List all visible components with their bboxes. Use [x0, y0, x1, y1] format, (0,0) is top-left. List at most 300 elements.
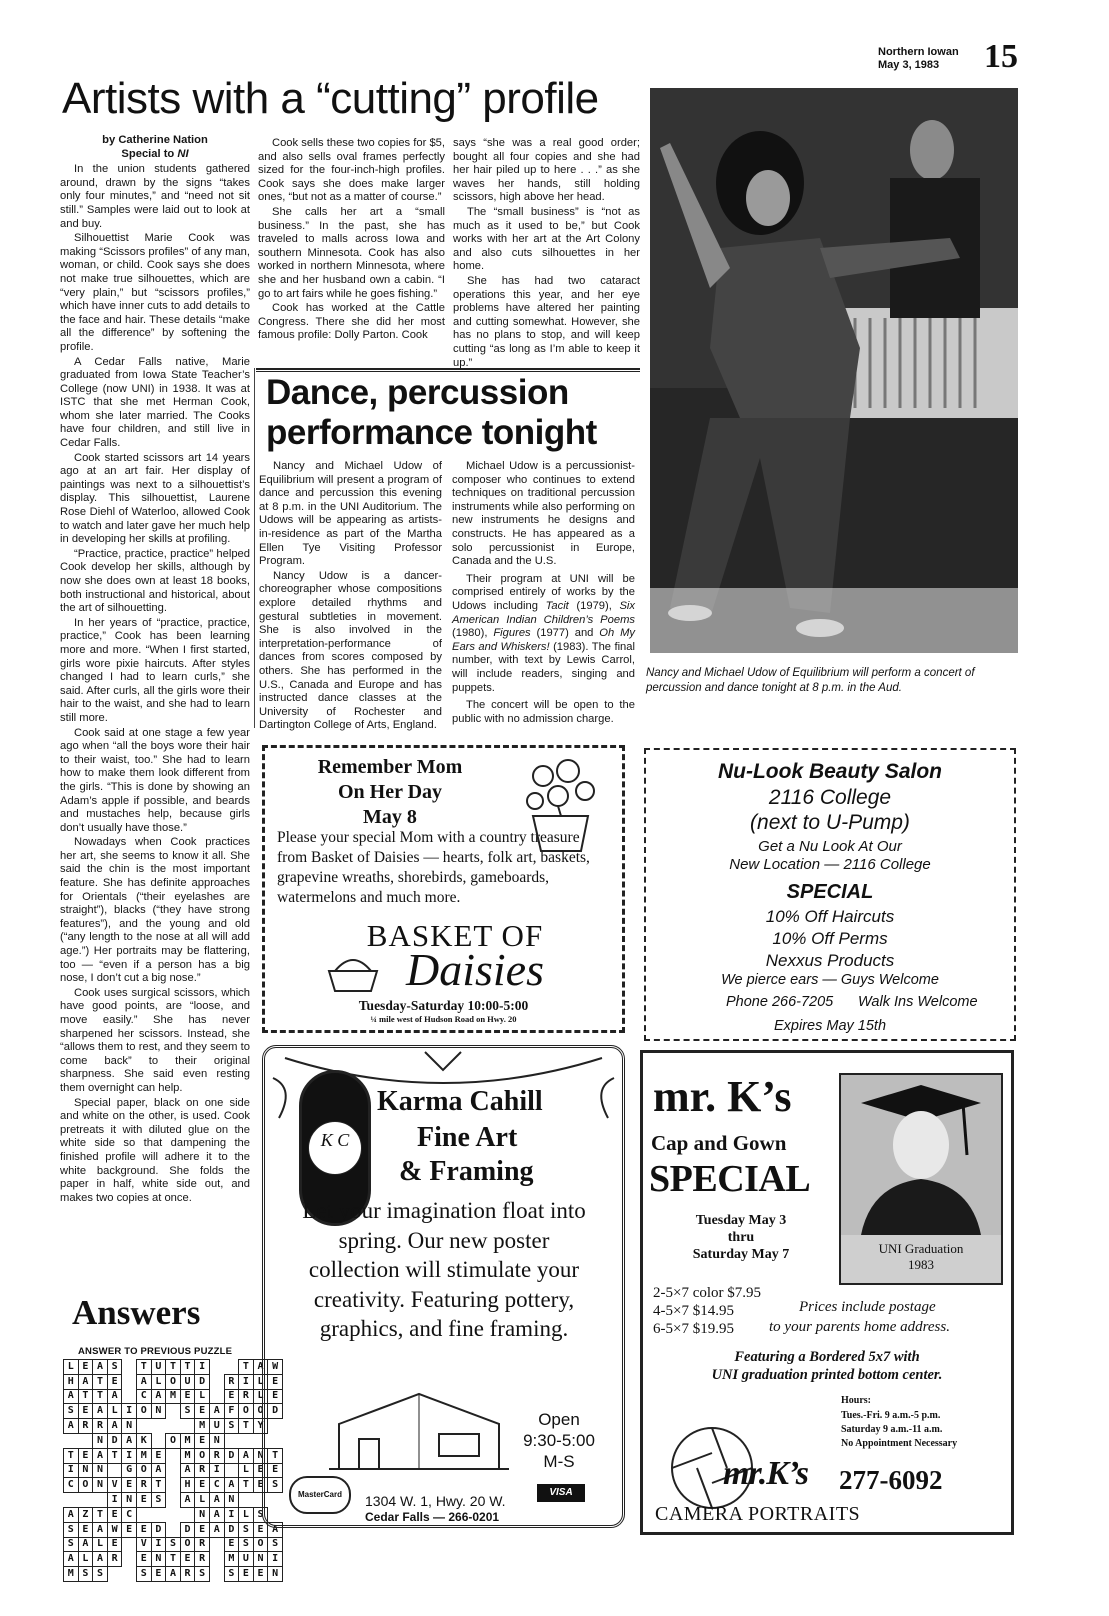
crossword-cell: I [268, 1552, 283, 1567]
crossword-cell: T [151, 1478, 166, 1493]
paragraph: Nancy and Michael Udow of Equilibrium will present a program of dance and percussion this evening at 8 p.m. in the UNI Auditorium. The Udows will be appearing as artists-in-residence as part of the Martha Ellen Tye Visiting Professor Program. [259, 460, 442, 568]
crossword-cell: N [93, 1478, 108, 1493]
crossword-cell: A [239, 1448, 254, 1463]
crossword-cell: N [195, 1507, 210, 1522]
crossword-cell: D [151, 1522, 166, 1537]
crossword-cell: T [268, 1448, 283, 1463]
crossword-cell: S [180, 1404, 195, 1419]
crossword-cell: E [136, 1493, 151, 1508]
feature-line1: Featuring a Bordered 5x7 with [734, 1349, 920, 1365]
crossword-row [64, 1433, 283, 1448]
crossword-cell: A [209, 1522, 224, 1537]
feature-line2: UNI graduation printed bottom center. [711, 1367, 943, 1383]
crossword-cell [166, 1419, 181, 1434]
crossword-cell [122, 1389, 137, 1404]
dance-photo [650, 88, 1018, 653]
crossword-cell: N [78, 1463, 93, 1478]
salon-ears: We pierce ears — Guys Welcome [721, 972, 939, 988]
crossword-cell: I [195, 1360, 210, 1375]
crossword-cell: A [78, 1374, 93, 1389]
crossword-table [63, 1359, 283, 1582]
article1-column-2 [258, 137, 445, 344]
crossword-cell: Y [253, 1419, 268, 1434]
crossword-cell: A [209, 1493, 224, 1508]
crossword-cell: O [180, 1537, 195, 1552]
mrks-date2: thru [727, 1230, 755, 1245]
crossword-cell: K [136, 1433, 151, 1448]
crossword-cell: W [268, 1360, 283, 1375]
karma-address: 1304 W. 1, Hwy. 20 W. [365, 1493, 506, 1509]
crossword-cell: T [107, 1448, 122, 1463]
crossword-cell: H [180, 1478, 195, 1493]
price-1: 2-5×7 color $7.95 [653, 1285, 762, 1301]
crossword-cell: W [107, 1522, 122, 1537]
crossword-cell: R [195, 1552, 210, 1567]
crossword-cell: E [224, 1537, 239, 1552]
crossword-cell: O [253, 1537, 268, 1552]
crossword-cell: N [151, 1552, 166, 1567]
crossword-cell: E [107, 1537, 122, 1552]
crossword-cell: I [151, 1537, 166, 1552]
crossword-cell: E [239, 1567, 254, 1582]
crossword-row [64, 1374, 283, 1389]
crossword-cell: R [136, 1478, 151, 1493]
crossword-cell: T [239, 1360, 254, 1375]
paragraph: Their program at UNI will be comprised entirely of works by the Udows including Tacit (1979), Six American Indian Children’s Poems (1980), Figures (1977) and Oh My Ears and Whiskers! (1983). The final number, with text by Lewis Carrol, will include readers, singing and puppets. [452, 572, 635, 694]
crossword-cell: L [239, 1463, 254, 1478]
crossword-cell: L [78, 1552, 93, 1567]
hours-line3: No Appointment Necessary [841, 1438, 958, 1449]
crossword-cell [107, 1567, 122, 1582]
crossword-row [64, 1507, 283, 1522]
crossword-cell: S [151, 1493, 166, 1508]
crossword-cell: I [64, 1463, 79, 1478]
crossword-cell: E [180, 1552, 195, 1567]
crossword-cell: S [136, 1567, 151, 1582]
karma-name1: Karma Cahill [377, 1086, 543, 1117]
crossword-cell: T [64, 1448, 79, 1463]
crossword-cell: E [195, 1478, 210, 1493]
crossword-cell: D [107, 1433, 122, 1448]
crossword-cell: O [166, 1433, 181, 1448]
photo-caption: Nancy and Michael Udow of Equilibrium will perform a concert of percussion and dance tonight at 8 p.m. in the Aud. [646, 667, 975, 694]
crossword-cell: N [93, 1433, 108, 1448]
crossword-row [64, 1537, 283, 1552]
crossword-cell: T [239, 1419, 254, 1434]
crossword-row [64, 1493, 283, 1508]
basket-logo-line1: BASKET OF [366, 918, 544, 953]
ad-heading-line3: May 8 [363, 806, 417, 828]
crossword-cell: L [239, 1507, 254, 1522]
paragraph: Cook uses surgical scissors, which have good points, are “loose, and move easily.” She has never sharpened her scissors. Instead, she “allows them to rest, and they seem to come back” to their original sharpness. She said even resting them overnight can help. [60, 986, 250, 1094]
crossword-cell [78, 1433, 93, 1448]
crossword-cell: R [209, 1448, 224, 1463]
crossword-cell [122, 1360, 137, 1375]
flower-basket-icon [513, 756, 603, 856]
crossword-cell: E [107, 1507, 122, 1522]
mrks-date3: Saturday May 7 [692, 1247, 790, 1262]
crossword-cell: O [166, 1374, 181, 1389]
salon-offer-perms: 10% Off Perms [772, 929, 888, 948]
crossword-cell: M [180, 1448, 195, 1463]
crossword-cell: T [136, 1360, 151, 1375]
crossword-cell: U [180, 1374, 195, 1389]
paragraph: Cook sells these two copies for $5, and also sells oval frames perfectly sized for the four-inch-high profiles. Cook says she does make larger ones, “but not as a matter of course.” [258, 137, 445, 204]
crossword-cell [239, 1493, 254, 1508]
salon-offer-products: Nexxus Products [765, 951, 895, 970]
crossword-row [64, 1404, 283, 1419]
crossword-cell: D [224, 1448, 239, 1463]
crossword-cell: A [268, 1522, 283, 1537]
photo-caption-line2: 1983 [908, 1257, 934, 1272]
crossword-row [64, 1389, 283, 1404]
crossword-cell [209, 1552, 224, 1567]
crossword-cell: M [180, 1433, 195, 1448]
crossword-row [64, 1478, 283, 1493]
crossword-cell: A [78, 1537, 93, 1552]
price-2: 4-5×7 $14.95 [653, 1303, 734, 1319]
crossword-cell: L [253, 1389, 268, 1404]
crossword-row [64, 1552, 283, 1567]
crossword-cell: M [166, 1389, 181, 1404]
crossword-cell: E [195, 1433, 210, 1448]
crossword-cell: C [122, 1507, 137, 1522]
paragraph: Cook started scissors art 14 years ago at an art fair. Her display of paintings was next to a silhouettist’s display. This silhouettist, Laurene Rose Diehl of Waterloo, allowed Cook to watch and later gave her much help in developing her skills at profiling. [60, 451, 250, 546]
crossword-cell: S [239, 1522, 254, 1537]
crossword-cell: E [253, 1463, 268, 1478]
crossword-cell: T [78, 1389, 93, 1404]
crossword-cell: E [78, 1448, 93, 1463]
paragraph: In her years of “practice, practice, practice,” Cook has been learning more and more. “When I first started, girls wore pixie haircuts. After styles changed I had to learn curls,” she said. After curls, all the girls wore their hair to the waist, and she had to learn still more. [60, 616, 250, 724]
ad-heading-line2: On Her Day [337, 781, 443, 803]
article1-headline: Artists with a “cutting” profile [62, 74, 599, 123]
crossword-cell: O [253, 1404, 268, 1419]
salon-line1: Get a Nu Look At Our [758, 838, 902, 855]
crossword-cell: I [107, 1493, 122, 1508]
crossword-cell: E [253, 1522, 268, 1537]
crossword-cell: S [64, 1404, 79, 1419]
answers-subtitle: ANSWER TO PREVIOUS PUZZLE [78, 1346, 233, 1357]
karma-open: Open [538, 1410, 580, 1429]
byline-special: Special to NI [121, 147, 189, 160]
paragraph: She calls her art a “small business.” In the past, she has traveled to malls across Iowa and southern Minnesota. Cook has also worked in northern Minnesota, where she and her husband own a cabin. “I go to art fairs while he goes fishing.” [258, 205, 445, 300]
crossword-cell: R [78, 1419, 93, 1434]
article2-column-1 [259, 460, 442, 734]
karma-city: Cedar Falls — 266-0201 [365, 1510, 500, 1524]
crossword-row [64, 1448, 283, 1463]
crossword-cell: L [195, 1493, 210, 1508]
crossword-cell: S [268, 1537, 283, 1552]
crossword-cell: V [107, 1478, 122, 1493]
ad-heading-line1: Remember Mom [317, 756, 463, 778]
crossword-row [64, 1567, 283, 1582]
crossword-cell: E [268, 1374, 283, 1389]
ad-body: Please your special Mom with a country treasure from Basket of Daisies — hearts, folk art, baskets, grapevine wreaths, shorebirds, gameboards, watermelons and much more. [277, 829, 590, 906]
dancer-illustration [650, 88, 1018, 653]
crossword-cell: R [224, 1374, 239, 1389]
crossword-cell [239, 1433, 254, 1448]
crossword-cell: S [93, 1567, 108, 1582]
crossword-cell: A [253, 1360, 268, 1375]
crossword-cell: S [195, 1567, 210, 1582]
crossword-cell [166, 1478, 181, 1493]
price-note2: to your parents home address. [769, 1319, 950, 1335]
crossword-cell [136, 1419, 151, 1434]
crossword-cell: U [151, 1360, 166, 1375]
mrks-special: SPECIAL [649, 1158, 811, 1200]
crossword-cell: N [224, 1493, 239, 1508]
crossword-cell [151, 1419, 166, 1434]
crossword-cell: N [122, 1493, 137, 1508]
crossword-cell: E [78, 1360, 93, 1375]
crossword-cell: A [93, 1448, 108, 1463]
crossword-cell: M [224, 1552, 239, 1567]
crossword-cell: I [122, 1404, 137, 1419]
monogram-text: K C [320, 1130, 350, 1150]
crossword-cell: E [136, 1522, 151, 1537]
crossword-cell: A [209, 1507, 224, 1522]
crossword-cell [180, 1507, 195, 1522]
crossword-cell: S [268, 1478, 283, 1493]
salon-walkin: Walk Ins Welcome [858, 994, 978, 1010]
mastercard-icon: MasterCard [289, 1476, 351, 1514]
basket-of-daisies-ad [262, 745, 625, 1033]
crossword-cell: T [93, 1374, 108, 1389]
crossword-cell: A [166, 1567, 181, 1582]
crossword-cell: E [107, 1374, 122, 1389]
crossword-cell [136, 1507, 151, 1522]
storefront-icon [329, 1384, 509, 1474]
crossword-cell: N [253, 1448, 268, 1463]
answers-title: Answers [72, 1293, 201, 1332]
crossword-cell: A [64, 1507, 79, 1522]
crossword-cell: S [107, 1360, 122, 1375]
crossword-cell: E [78, 1522, 93, 1537]
crossword-cell: H [64, 1374, 79, 1389]
crossword-cell [122, 1537, 137, 1552]
crossword-cell [166, 1493, 181, 1508]
crossword-cell: M [195, 1419, 210, 1434]
article2-column-2 [452, 460, 635, 727]
crossword-cell: S [64, 1522, 79, 1537]
crossword-cell: D [268, 1404, 283, 1419]
crossword-cell: V [136, 1537, 151, 1552]
crossword-cell: E [78, 1404, 93, 1419]
salon-address: 2116 College [768, 786, 892, 809]
crossword-cell: O [136, 1463, 151, 1478]
crossword-cell [209, 1537, 224, 1552]
crossword-cell [166, 1404, 181, 1419]
salon-offer-haircuts: 10% Off Haircuts [765, 907, 895, 926]
crossword-cell [122, 1374, 137, 1389]
crossword-cell: L [93, 1537, 108, 1552]
paragraph: She has had two cataract operations this year, and her eye problems have altered her painting and cutting somewhat. However, she has no plans to stop, and will keep cutting “as long as I’m able to keep it up.” [453, 274, 640, 369]
karma-hours: 9:30-5:00 [523, 1431, 595, 1450]
hours-line1: Tues.-Fri. 9 a.m.-5 p.m. [841, 1410, 941, 1421]
salon-special: SPECIAL [786, 881, 874, 903]
paragraph: Nancy Udow is a dancer-choreographer whose compositions explore detailed rhythms and gestural subtleties in movement. She is also involved in the interpretation-performance of dances from scores composed by others. She has performed in the U.S., Canada and Europe and has instructed dance classes at the University of Rochester and Dartington College of Arts, England. [259, 569, 442, 732]
crossword-cell: A [64, 1552, 79, 1567]
crossword-cell: U [209, 1419, 224, 1434]
crossword-cell [166, 1448, 181, 1463]
crossword-cell: T [93, 1507, 108, 1522]
crossword-cell: C [64, 1478, 79, 1493]
crossword-cell: I [122, 1448, 137, 1463]
crossword-cell: E [180, 1389, 195, 1404]
photo-caption-line1: UNI Graduation [878, 1241, 964, 1256]
crossword-cell [151, 1507, 166, 1522]
crossword-cell: T [93, 1389, 108, 1404]
crossword-cell [64, 1433, 79, 1448]
crossword-cell: S [239, 1537, 254, 1552]
paragraph: The concert will be open to the public with no admission charge. [452, 699, 635, 725]
basket-logo-line2: Daisies [406, 944, 544, 995]
byline: by Catherine Nation [102, 134, 208, 146]
crossword-cell: R [195, 1537, 210, 1552]
crossword-cell [209, 1360, 224, 1375]
salon-expires: Expires May 15th [773, 1018, 887, 1034]
crossword-cell: N [209, 1433, 224, 1448]
crossword-cell: A [107, 1419, 122, 1434]
crossword-cell [166, 1463, 181, 1478]
crossword-cell: E [122, 1478, 137, 1493]
paragraph: Silhouettist Marie Cook was making “Scissors profiles” of any man, woman, or child. Cook says she does not make true silhouettes, which are “very plain,” but “scissors profiles,” which have inner cuts to add details to the face and hair. These details “make all the difference” by softening the profile. [60, 232, 250, 353]
crossword-cell [166, 1507, 181, 1522]
crossword-cell: A [151, 1463, 166, 1478]
paragraph: The “small business” is “not as much as it used to be,” but Cook works with her art at the Art Colony and also cuts silhouettes in her home. [453, 205, 640, 273]
crossword-cell: N [151, 1404, 166, 1419]
crossword-cell: S [224, 1567, 239, 1582]
crossword-cell: E [136, 1552, 151, 1567]
price-3: 6-5×7 $19.95 [653, 1321, 734, 1337]
store-hours: Tuesday-Saturday 10:00-5:00 [358, 998, 529, 1013]
crossword-cell: A [93, 1552, 108, 1567]
crossword-cell [224, 1463, 239, 1478]
crossword-cell: R [107, 1552, 122, 1567]
crossword-cell: S [253, 1507, 268, 1522]
karma-body: Let your imagination float into spring. Our new poster collection will stimulate your creativity. Featuring pottery, graphics, and fine framing. [302, 1198, 586, 1341]
crossword-cell [64, 1493, 79, 1508]
salon-line2: New Location — 2116 College [729, 856, 931, 873]
crossword-cell: A [107, 1389, 122, 1404]
crossword-cell: S [166, 1537, 181, 1552]
crossword-cell: T [239, 1478, 254, 1493]
crossword-cell [180, 1419, 195, 1434]
crossword-cell: I [209, 1463, 224, 1478]
paper-name: Northern Iowan [878, 46, 959, 58]
karma-cahill-ad [262, 1045, 625, 1528]
crossword-cell: G [122, 1463, 137, 1478]
crossword-cell: A [93, 1404, 108, 1419]
crossword-cell: A [64, 1419, 79, 1434]
crossword-cell [122, 1552, 137, 1567]
crossword-cell: L [151, 1374, 166, 1389]
paragraph: A Cedar Falls native, Marie graduated from Iowa State Teacher’s College (now UNI) in 1938. It was at ISTC that she met Herman Cook, whom she later married. The Cooks have four children, and still live in Cedar Falls. [60, 355, 250, 450]
mrks-phone: 277-6092 [839, 1465, 943, 1495]
crossword-cell: R [93, 1419, 108, 1434]
paragraph: “Practice, practice, practice” helped Cook develop her skills, although by now she does own at least 18 books, both instructional and historical, about the art of silhouetting. [60, 547, 250, 615]
crossword-cell: M [136, 1448, 151, 1463]
crossword-cell: D [224, 1522, 239, 1537]
crossword-cell: N [253, 1552, 268, 1567]
paragraph: says “she was a real good order; bought all four copies and she had her hair piled up to here . . .” as she waves her hands, still holding scissors, high above her head. [453, 137, 640, 204]
crossword-cell: A [136, 1374, 151, 1389]
crossword-cell [224, 1433, 239, 1448]
crossword-cell: E [195, 1522, 210, 1537]
crossword-cell: E [268, 1389, 283, 1404]
page-number: 15 [984, 38, 1018, 75]
paragraph: Michael Udow is a percussionist-composer who continues to extend techniques on traditional percussion instruments while also performing on new instruments he designs and constructs. He has appeared as a solo percussionist in Europe, Canada and the U.S. [452, 460, 635, 568]
crossword-cell [78, 1493, 93, 1508]
mrks-title: mr. K’s [653, 1072, 792, 1121]
article1-column-3 [453, 137, 640, 371]
crossword-row [64, 1463, 283, 1478]
hours-line2: Saturday 9 a.m.-11 a.m. [841, 1424, 943, 1435]
crossword-cell: A [209, 1404, 224, 1419]
crossword-cell: C [136, 1389, 151, 1404]
mrks-tagline: CAMERA PORTRAITS [655, 1503, 861, 1525]
crossword-cell: A [224, 1478, 239, 1493]
crossword-row [64, 1360, 283, 1375]
crossword-cell [209, 1389, 224, 1404]
price-note1: Prices include postage [799, 1299, 936, 1315]
basket-icon [325, 953, 381, 993]
crossword-cell [224, 1360, 239, 1375]
crossword-cell [166, 1522, 181, 1537]
paragraph: Cook said at one stage a few year ago when “all the boys wore their hair to their waist, too.” She had to learn how to make them look different from the girls. “This is done by showing an Adam’s apple if possible, and beards and mustaches help, because girls don’t usually have those.” [60, 726, 250, 834]
mrks-logo: mr.K’s [723, 1455, 809, 1492]
crossword-cell: L [195, 1389, 210, 1404]
crossword-cell: N [122, 1419, 137, 1434]
crossword-cell: E [151, 1567, 166, 1582]
crossword-cell: N [93, 1463, 108, 1478]
graduate-photo [839, 1073, 1003, 1285]
crossword-cell: S [78, 1567, 93, 1582]
crossword-cell [209, 1567, 224, 1582]
crossword-cell: E [122, 1522, 137, 1537]
crossword-cell: E [253, 1478, 268, 1493]
crossword-cell: I [239, 1374, 254, 1389]
store-location: ¼ mile west of Hudson Road on Hwy. 20 [370, 1014, 517, 1024]
crossword-cell: D [180, 1522, 195, 1537]
crossword-cell: O [239, 1404, 254, 1419]
mrks-date1: Tuesday May 3 [695, 1213, 787, 1228]
crossword-cell: E [224, 1389, 239, 1404]
crossword-cell: D [195, 1374, 210, 1389]
crossword-cell: R [195, 1463, 210, 1478]
karma-name3: & Framing [399, 1156, 534, 1187]
crossword-cell [122, 1567, 137, 1582]
crossword-cell [107, 1463, 122, 1478]
crossword-cell: U [239, 1552, 254, 1567]
crossword-cell [151, 1433, 166, 1448]
issue-date: May 3, 1983 [878, 59, 940, 71]
crossword-cell: A [93, 1522, 108, 1537]
mr-ks-ad [640, 1050, 1014, 1535]
column-divider [254, 368, 255, 728]
crossword-cell: M [64, 1567, 79, 1582]
salon-phone: Phone 266-7205 [726, 994, 834, 1010]
crossword-cell: A [93, 1360, 108, 1375]
crossword-cell: A [151, 1389, 166, 1404]
crossword-cell: N [268, 1567, 283, 1582]
crossword-cell: O [195, 1448, 210, 1463]
graduate-illustration [841, 1075, 1001, 1235]
crossword-cell: E [268, 1463, 283, 1478]
crossword-cell: A [64, 1389, 79, 1404]
crossword-cell: A [180, 1493, 195, 1508]
article1-column-1 [60, 134, 250, 1206]
